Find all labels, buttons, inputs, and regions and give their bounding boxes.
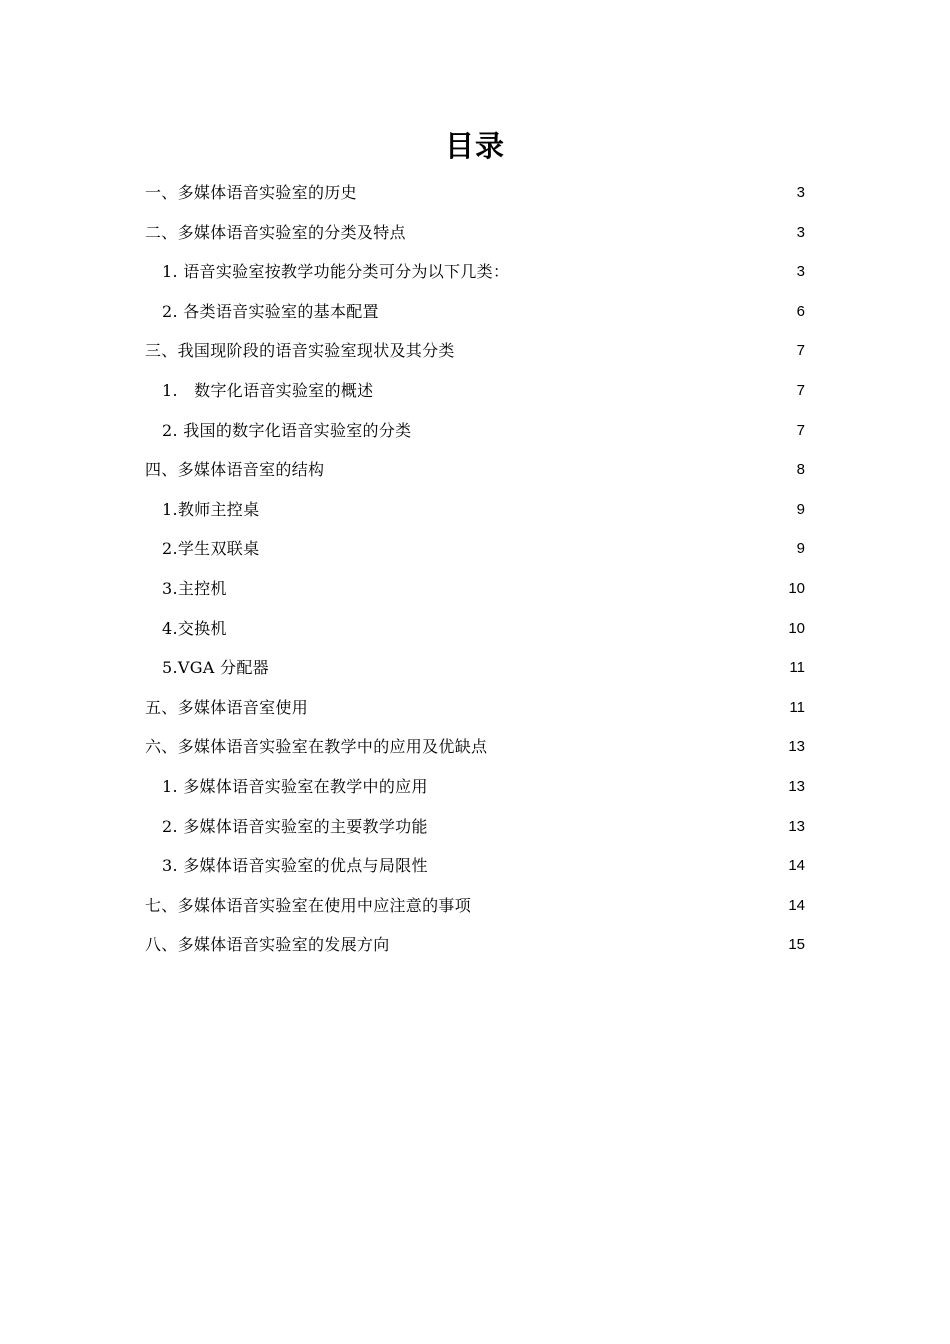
toc-entry-page-number: 6 (796, 302, 805, 320)
toc-entry-label: 三、我国现阶段的语音实验室现状及其分类 (145, 341, 455, 361)
toc-entry-label: 2. 多媒体语音实验室的主要教学功能 (162, 816, 428, 836)
toc-entry-page-number: 8 (796, 461, 805, 479)
toc-entry[interactable] (0, 767, 950, 807)
toc-entry[interactable] (0, 648, 950, 688)
toc-entry-label: 2.学生双联桌 (162, 539, 260, 559)
toc-entry[interactable] (0, 173, 950, 213)
toc-entry-label: 1. 语音实验室按教学功能分类可分为以下几类： (162, 262, 510, 282)
toc-entry-page-number: 11 (789, 659, 805, 677)
toc-entry-label: 七、多媒体语音实验室在使用中应注意的事项 (145, 895, 472, 915)
toc-entry-page-number: 14 (788, 857, 805, 875)
toc-entry[interactable] (0, 371, 950, 411)
toc-entry[interactable] (0, 727, 950, 767)
toc-entry-label: 2. 各类语音实验室的基本配置 (162, 301, 379, 321)
toc-entry-page-number: 3 (796, 223, 805, 241)
toc-entry-label: 一、多媒体语音实验室的历史 (145, 183, 357, 202)
toc-entry[interactable] (0, 569, 950, 609)
toc-entry[interactable] (0, 529, 950, 569)
toc-entry-label: 3.主控机 (162, 578, 227, 598)
toc-entry-label: 二、多媒体语音实验室的分类及特点 (145, 222, 406, 242)
toc-entry-label: 1. 数字化语音实验室的概述 (162, 380, 374, 400)
toc-entry-page-number: 13 (788, 738, 805, 756)
toc-entry-page-number: 9 (796, 540, 805, 558)
toc-entry[interactable] (0, 807, 950, 847)
toc-title: 目录 (444, 129, 505, 163)
toc-entry[interactable] (0, 411, 950, 451)
toc-entry-label: 2. 我国的数字化语音实验室的分类 (162, 420, 412, 440)
toc-entry-label: 八、多媒体语音实验室的发展方向 (145, 935, 390, 955)
toc-entry-label: 六、多媒体语音实验室在教学中的应用及优缺点 (145, 737, 488, 757)
toc-entry-label: 五、多媒体语音室使用 (145, 697, 309, 717)
toc-entry-page-number: 10 (788, 619, 805, 637)
toc-entry-label: 1.教师主控桌 (162, 499, 260, 519)
toc-entry-page-number: 3 (796, 263, 805, 281)
toc-entry-page-number: 13 (788, 777, 805, 795)
toc-entry-label: 四、多媒体语音室的结构 (145, 460, 325, 480)
toc-entry-page-number: 9 (796, 500, 805, 518)
toc-entry-page-number: 7 (796, 421, 805, 439)
toc-entry[interactable] (0, 252, 950, 292)
toc-entry[interactable] (0, 846, 950, 886)
toc-entry[interactable] (0, 609, 950, 649)
toc-entry[interactable] (0, 886, 950, 926)
toc-entry-page-number: 3 (796, 184, 805, 201)
toc-entry[interactable] (0, 213, 950, 253)
toc-entry[interactable] (0, 688, 950, 728)
toc-entry-label: 4.交换机 (162, 618, 227, 638)
toc-entry-label: 1. 多媒体语音实验室在教学中的应用 (162, 776, 428, 796)
toc-entry[interactable] (0, 331, 950, 371)
toc-entry[interactable] (0, 450, 950, 490)
toc-entry-page-number: 13 (788, 817, 805, 835)
toc-entry-page-number: 15 (788, 936, 805, 954)
toc-entry-page-number: 14 (788, 896, 805, 914)
toc-entry[interactable] (0, 292, 950, 332)
toc-entry-page-number: 11 (789, 698, 805, 716)
toc-entry[interactable] (0, 490, 950, 530)
toc-entry-page-number: 7 (796, 381, 805, 399)
toc-entry-label: 3. 多媒体语音实验室的优点与局限性 (162, 856, 428, 876)
toc-entry-page-number: 7 (796, 342, 805, 360)
toc-entry-page-number: 10 (788, 579, 805, 597)
toc-entry-label: 5.VGA 分配器 (162, 658, 269, 678)
toc-list (0, 173, 950, 965)
toc-entry[interactable] (0, 925, 950, 965)
